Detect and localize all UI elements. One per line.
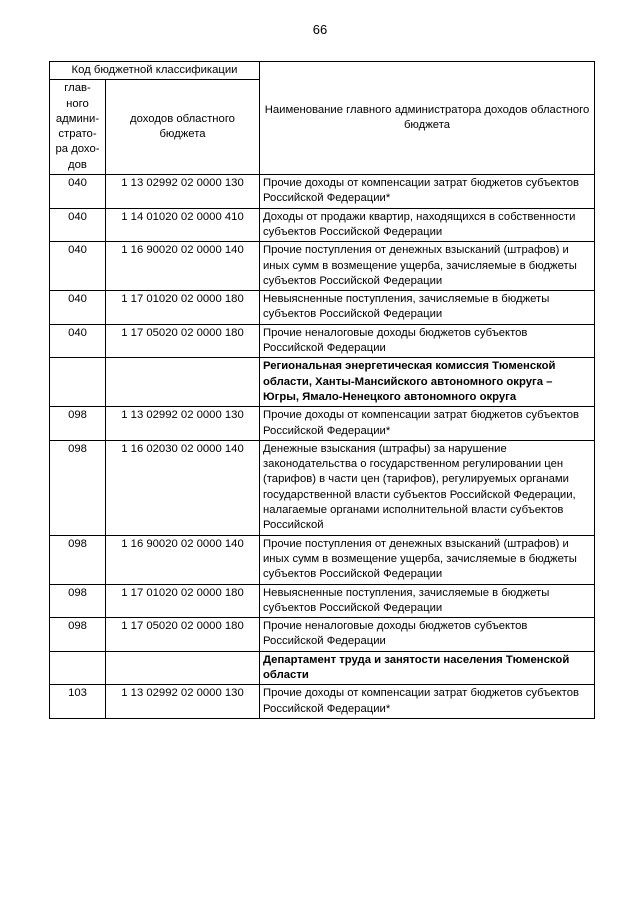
admin-code-cell: 098 <box>50 618 106 652</box>
revenue-name-cell: Доходы от продажи квартир, находящихся в собственности субъектов Российской Федерации <box>260 208 595 242</box>
admin-code-cell: 098 <box>50 407 106 441</box>
revenue-code-cell: 1 14 01020 02 0000 410 <box>106 208 260 242</box>
revenue-name-cell: Прочие доходы от компенсации затрат бюджетов субъектов Российской Федерации* <box>260 407 595 441</box>
admin-code-cell <box>50 651 106 685</box>
revenue-code-cell: 1 13 02992 02 0000 130 <box>106 175 260 209</box>
header-chief-administrator: глав- ного админи- страто- ра дохо- дов <box>50 80 106 175</box>
header-budget-classification-code: Код бюджетной классификации <box>50 62 260 80</box>
table-row <box>50 584 595 618</box>
revenue-code-cell: 1 17 05020 02 0000 180 <box>106 324 260 358</box>
table-header <box>50 62 595 175</box>
table-row <box>50 407 595 441</box>
revenue-code-cell: 1 16 90020 02 0000 140 <box>106 535 260 584</box>
revenue-code-cell: 1 13 02992 02 0000 130 <box>106 407 260 441</box>
revenue-name-cell: Денежные взыскания (штрафы) за нарушение законодательства о государственном регулировании цен (тарифов) в части цен (тарифов), регулируемых органами государственной власти субъектов Российской Федерации, налагаемые органами исполнительной власти субъектов Российской <box>260 440 595 535</box>
admin-code-cell: 098 <box>50 440 106 535</box>
revenue-code-cell: 1 17 01020 02 0000 180 <box>106 291 260 325</box>
revenue-code-cell <box>106 358 260 407</box>
header-row-group <box>50 62 595 80</box>
revenue-name-cell: Региональная энергетическая комиссия Тюменской области, Ханты-Мансийского автономного округа – Югры, Ямало-Ненецкого автономного округа <box>260 358 595 407</box>
revenue-name-cell: Невыясненные поступления, зачисляемые в бюджеты субъектов Российской Федерации <box>260 584 595 618</box>
admin-code-cell: 040 <box>50 242 106 291</box>
admin-code-cell: 040 <box>50 175 106 209</box>
revenue-name-cell: Прочие поступления от денежных взысканий (штрафов) и иных сумм в возмещение ущерба, зачисляемые в бюджеты субъектов Российской Федерации <box>260 535 595 584</box>
revenue-code-cell: 1 17 01020 02 0000 180 <box>106 584 260 618</box>
revenue-name-cell: Прочие доходы от компенсации затрат бюджетов субъектов Российской Федерации* <box>260 175 595 209</box>
revenue-name-cell: Прочие поступления от денежных взысканий (штрафов) и иных сумм в возмещение ущерба, зачисляемые в бюджеты субъектов Российской Федерации <box>260 242 595 291</box>
admin-code-cell: 098 <box>50 535 106 584</box>
table-row <box>50 440 595 535</box>
table-row <box>50 685 595 719</box>
revenue-code-cell: 1 13 02992 02 0000 130 <box>106 685 260 719</box>
admin-code-cell: 040 <box>50 324 106 358</box>
revenue-code-cell: 1 17 05020 02 0000 180 <box>106 618 260 652</box>
header-administrator-name: Наименование главного администратора доходов областного бюджета <box>260 62 595 175</box>
revenue-name-cell: Невыясненные поступления, зачисляемые в бюджеты субъектов Российской Федерации <box>260 291 595 325</box>
admin-code-cell: 040 <box>50 208 106 242</box>
table-row <box>50 208 595 242</box>
revenue-code-cell: 1 16 02030 02 0000 140 <box>106 440 260 535</box>
header-regional-budget-revenue: доходов областного бюджета <box>106 80 260 175</box>
table-body <box>50 175 595 719</box>
admin-code-cell: 098 <box>50 584 106 618</box>
administrator-heading-row <box>50 358 595 407</box>
revenue-name-cell: Департамент труда и занятости населения Тюменской области <box>260 651 595 685</box>
revenue-code-cell <box>106 651 260 685</box>
admin-code-cell: 103 <box>50 685 106 719</box>
budget-classification-table <box>49 61 595 719</box>
revenue-name-cell: Прочие доходы от компенсации затрат бюджетов субъектов Российской Федерации* <box>260 685 595 719</box>
page-number: 66 <box>312 22 328 37</box>
revenue-name-cell: Прочие неналоговые доходы бюджетов субъектов Российской Федерации <box>260 618 595 652</box>
table-row <box>50 175 595 209</box>
table-row <box>50 324 595 358</box>
administrator-heading-row <box>50 651 595 685</box>
table-row <box>50 618 595 652</box>
revenue-name-cell: Прочие неналоговые доходы бюджетов субъектов Российской Федерации <box>260 324 595 358</box>
table-row <box>50 242 595 291</box>
admin-code-cell <box>50 358 106 407</box>
admin-code-cell: 040 <box>50 291 106 325</box>
table-row <box>50 535 595 584</box>
table-row <box>50 291 595 325</box>
revenue-code-cell: 1 16 90020 02 0000 140 <box>106 242 260 291</box>
